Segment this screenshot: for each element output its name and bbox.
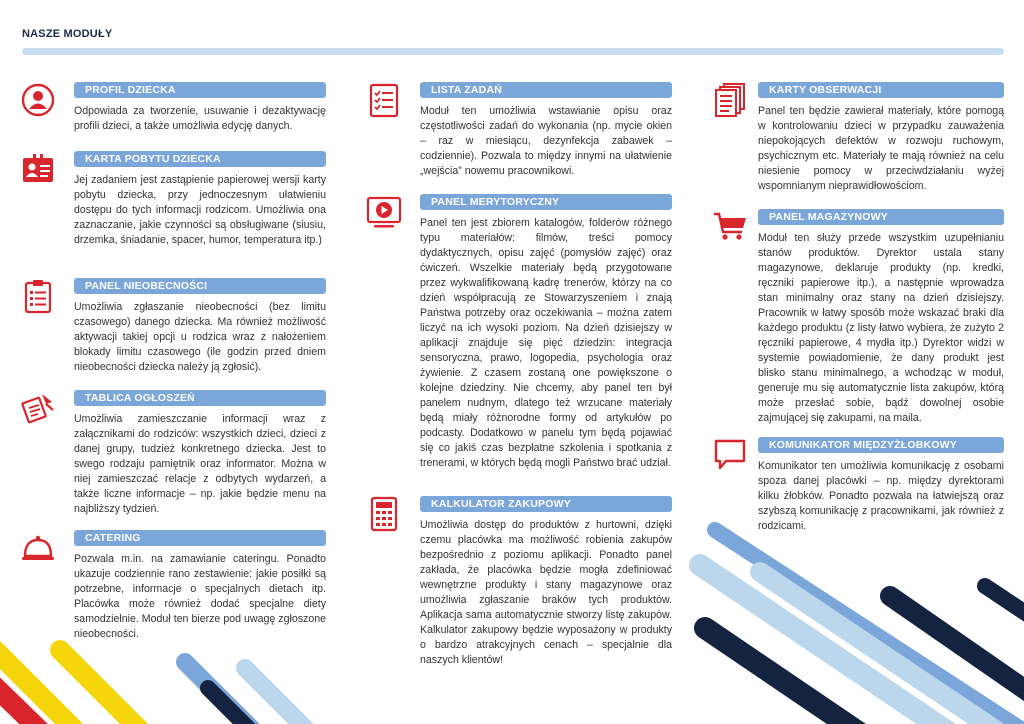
- module-header: PANEL NIEOBECNOŚCI: [74, 278, 326, 294]
- cloche-icon: [20, 530, 56, 566]
- clipboard-list-icon: [20, 278, 56, 314]
- user-profile-icon: [20, 82, 56, 118]
- module-text: Umożliwia dostęp do produktów z hurtowni, dzięki czemu placówka ma możliwość robienia zakupów bezpośrednio z poziomu aplikacji. Ponadto panel zakłada, że placówka będzie mogła zdefiniować wewnętrzne produkty i stany magazynowe oraz umożliwia zgłaszanie braków tych produktów. Aplikacja sama automatycznie stworzy listę zakupów. Kalkulator zakupowy będzie wyposażony w produkty o bardzo atrakcyjnych cenach – specjalnie dla naszych klientów!: [420, 519, 672, 666]
- module-header: KARTY OBSERWACJI: [758, 82, 1004, 98]
- module-karta-pobytu: [20, 151, 326, 266]
- module-text: Moduł ten umożliwia wstawianie opisu oraz częstotliwości zadań do wykonania (np. mycie okien – raz w miesiącu, dezynfekcja zabawek – codziennie). Pozwala to między innymi na ułatwienie „wejścia” nowemu pracownikowi.: [420, 105, 672, 177]
- module-text: Moduł ten służy przede wszystkim uzupełnianiu stanów produktów. Dyrektor ustala stany magazynowe, deklaruje produkty (np. kredki, ręczniki papierowe itp.), a następnie wprowadza stan minimalny oraz stany na dzień dzisiejszy. Pracownik w łatwy sposób może wskazać braki dla każdego produktu (z listy łatwo wybiera, że zużyto 2 ręczniki papierowe, 4 mydła itp.) Dyrektor widzi w systemie powiadomienie, że dany produkt jest blisko stanu minimalnego, a wchodząc w moduł, generuje mu się automatycznie lista zakupów, którą może przesłać sobie, bądź dowolnej osobie zajmującej się zakupami, na maila.: [758, 232, 1004, 424]
- module-panel-magazynowy: [712, 209, 1004, 424]
- module-header: KOMUNIKATOR MIĘDZYŻŁOBKOWY: [758, 437, 1004, 453]
- video-player-icon: [366, 194, 402, 230]
- module-lista-zadan: [366, 82, 672, 182]
- module-panel-nieobecnosci: [20, 278, 326, 378]
- module-header: TABLICA OGŁOSZEŃ: [74, 390, 326, 406]
- calculator-icon: [366, 496, 402, 532]
- module-text: Panel ten jest zbiorem katalogów, folderów różnego typu materiałów: filmów, treści pomocy dydaktycznych, opisu zajęć (pomysłów zajęć) oraz ćwiczeń. Wszelkie materiały będą przygotowane przez wykwalifikowaną kadrę trenerów, którzy na co dzień współpracują ze Stowarzyszeniem i znają Państwa potrzeby oraz oczekiwania – można zatem liczyć na ich wysoki poziom. Na dzień dzisiejszy w aplikacji znajduje się pięć dziedzin: integracja sensoryczna, prawo, logopedia, psychologia oraz żywienie. Z czasem zostaną one powiększone o kolejne dziedziny. Nie chcemy, aby panel ten był panelem nudnym, dlatego też wrzucane materiały będą miały różnorodne formy od artykułów po podcasty. Dodatkowo w panelu tym będą pojawiać się co jakiś czas bezpłatne szkolenia i spotkania z trenerami, w których będą mogli Państwo brać udział.: [420, 217, 672, 469]
- checklist-icon: [366, 82, 402, 118]
- module-header: PROFIL DZIECKA: [74, 82, 326, 98]
- module-text: Panel ten będzie zawierał materiały, które pomogą w kontrolowaniu dzieci w przypadku zauważenia niepokojących defektów w rozwoju ruchowym, psychicznym etc. Materiały te mają również na celu niesienie pomocy w przeciwdziałaniu wyżej wspomnianym nieprawidłowościom.: [758, 105, 1004, 192]
- speech-bubble-icon: [712, 437, 748, 473]
- id-card-icon: [20, 151, 56, 187]
- module-text: Jej zadaniem jest zastąpienie papierowej wersji karty pobytu dziecka, przy jednoczesnym ułatwieniu dostępu do tych informacji rodzicom. Umożliwia ona zaznaczanie, jakie czynności są obsługiwane (siusiu, drzemka, śniadanie, spacer, humor, temperatura itp.): [74, 174, 326, 246]
- module-panel-merytoryczny: [366, 194, 672, 484]
- module-komunikator: [712, 437, 1004, 537]
- module-text: Pozwala m.in. na zamawianie cateringu. Ponadto ukazuje codziennie rano zestawienie: jakie posiłki są potrzebne, informacje o specjalnych dietach itp. Placówka może również dodać specjalne diety samodzielnie. Moduł ten bierze pod uwagę zgłoszone nieobecności.: [74, 553, 326, 640]
- megaphone-note-icon: [20, 390, 56, 426]
- module-text: Odpowiada za tworzenie, usuwanie i dezaktywację profili dzieci, a także umożliwia edycję danych.: [74, 105, 326, 132]
- module-header: PANEL MERYTORYCZNY: [420, 194, 672, 210]
- module-kalkulator-zakupowy: [366, 496, 672, 671]
- module-text: Komunikator ten umożliwia komunikację z osobami spoza danej placówki – np. między dyrektorami kilku żłobków. Ponadto pozwala na łatwiejszą oraz szybszą komunikację z pracownikami, jak również z rodzicami.: [758, 460, 1004, 532]
- module-header: PANEL MAGAZYNOWY: [758, 209, 1004, 225]
- module-catering: [20, 530, 326, 640]
- module-karty-obserwacji: [712, 82, 1004, 197]
- module-text: Umożliwia zamieszczanie informacji wraz z załącznikami do rodziców: wszystkich dzieci, dzieci z danej grupy, tudzież konkretnego dziecka. Jest to swego rodzaju pamiętnik oraz informator. Można w niej zamieszczać relacje z odbytych wydarzeń, a także liczne informacje – np. jakie będzie menu na najbliższy tydzień.: [74, 413, 326, 515]
- module-tablica-ogloszen: [20, 390, 326, 515]
- documents-icon: [712, 82, 748, 118]
- shopping-cart-icon: [712, 209, 748, 245]
- page-title: NASZE MODUŁY: [22, 28, 113, 40]
- module-header: CATERING: [74, 530, 326, 546]
- module-text: Umożliwia zgłaszanie nieobecności (bez limitu czasowego) danego dziecka. Ma również możliwość aktywacji takiej opcji u rodzica wraz z nałożeniem blokady limitu czasowego (ile godzin przed dniem nieobecności dziecka należy ją zgłosić).: [74, 301, 326, 373]
- title-divider: [22, 48, 1004, 55]
- module-header: LISTA ZADAŃ: [420, 82, 672, 98]
- module-header: KARTA POBYTU DZIECKA: [74, 151, 326, 167]
- module-profil-dziecka: [20, 82, 326, 142]
- module-header: KALKULATOR ZAKUPOWY: [420, 496, 672, 512]
